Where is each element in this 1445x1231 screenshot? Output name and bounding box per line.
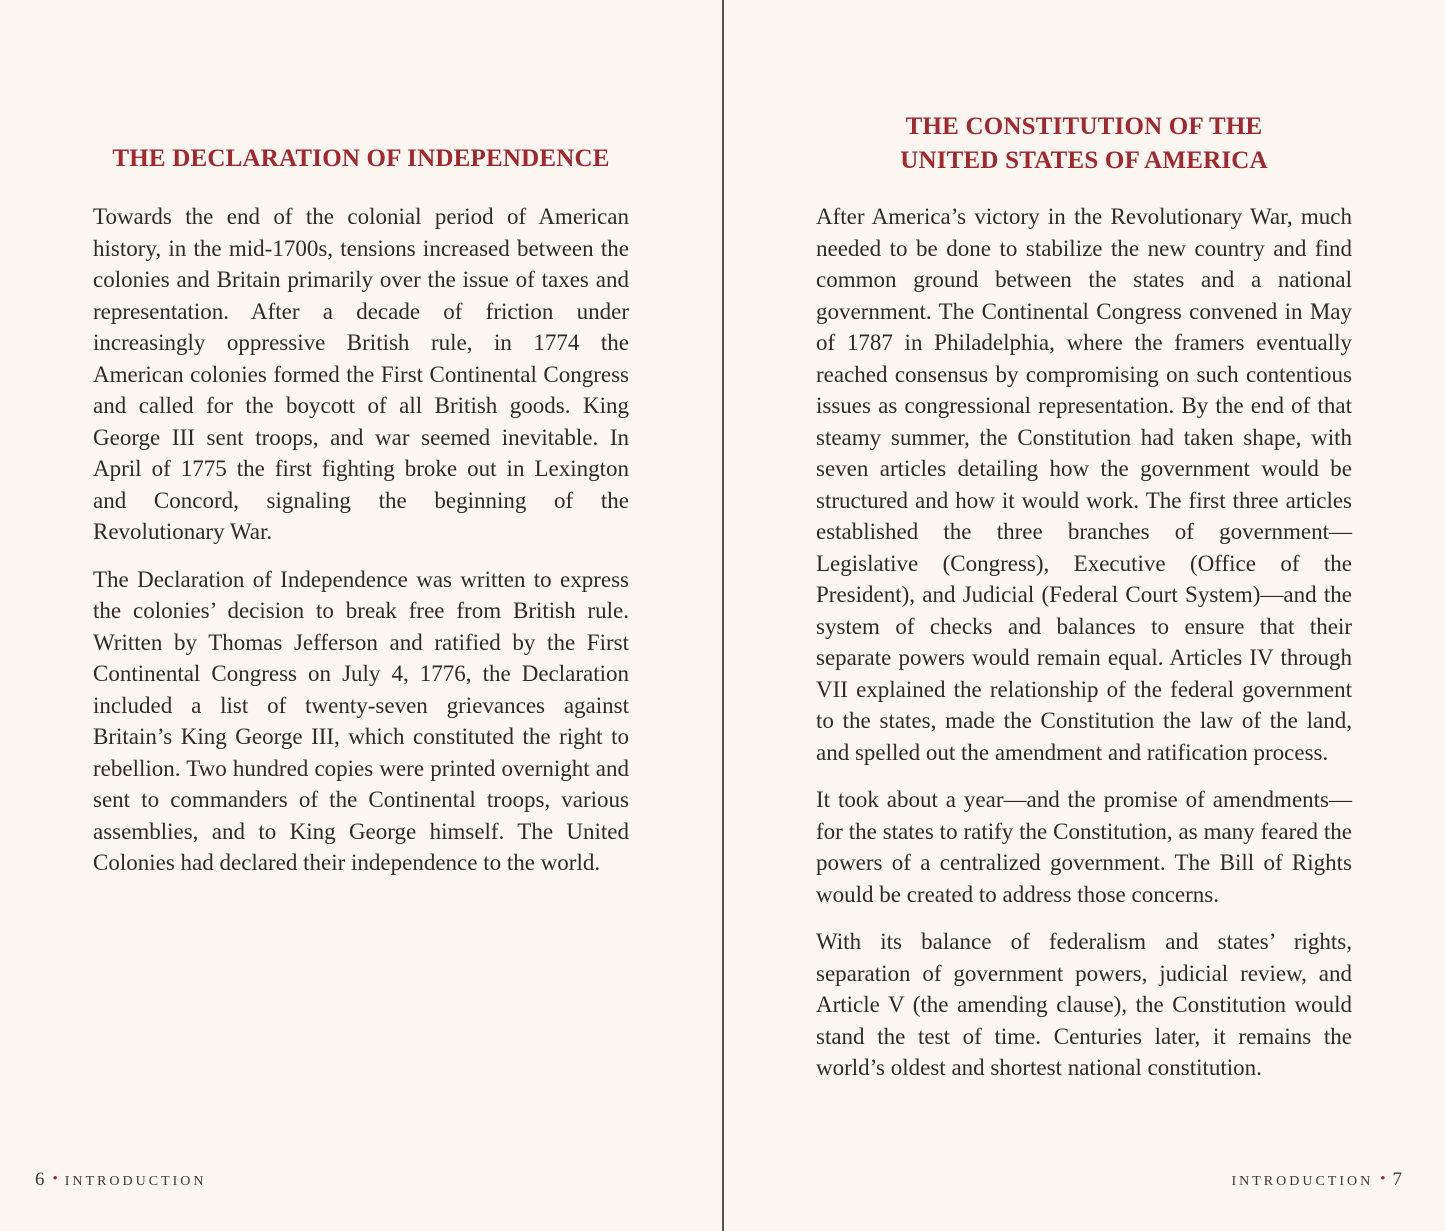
title-line: UNITED STATES OF AMERICA [900, 147, 1268, 174]
left-page-footer [35, 1168, 207, 1191]
page-number: 7 [1392, 1169, 1403, 1190]
left-page [0, 0, 722, 1231]
right-page-footer [1231, 1168, 1403, 1191]
paragraph: With its balance of federalism and states’ rights, separation of government powers, judicial review, and Article V (the amending clause), the Constitution would stand the test of time. Centuries later, it remains the world’s oldest and shortest national constitution. [816, 929, 1352, 1080]
left-page-body [93, 201, 629, 895]
page-number: 6 [35, 1169, 46, 1190]
title-line: THE CONSTITUTION OF THE [905, 113, 1263, 140]
paragraph: The Declaration of Independence was written to express the colonies’ decision to break free from British rule. Written by Thomas Jefferson and ratified by the First Continental Congress on July 4, 1776, the Declaration included a list of twenty-seven grievances against Britain’s King George III, which constituted the right to rebellion. Two hundred copies were printed overnight and sent to commanders of the Continental troops, various assemblies, and to King George himself. The United Colonies had declared their independence to the world. [93, 566, 629, 875]
dot-separator: • [52, 1171, 58, 1187]
right-page [723, 0, 1445, 1231]
paragraph: Towards the end of the colonial period of American history, in the mid-1700s, tensions increased between the colonies and Britain primarily over the issue of taxes and representation. After a decade of friction under increasingly oppressive British rule, in 1774 the American colonies formed the First Continental Congress and called for the boycott of all British goods. King George III sent troops, and war seemed inevitable. In April of 1775 the first fighting broke out in Lexington and Concord, signaling the beginning of the Revolutionary War. [93, 204, 629, 544]
section-label: introduction [64, 1168, 207, 1190]
section-label: introduction [1231, 1168, 1374, 1190]
right-page-body [816, 201, 1352, 1100]
right-page-title [816, 110, 1352, 178]
paragraph: After America’s victory in the Revolutionary War, much needed to be done to stabilize the new country and find common ground between the states and a national government. The Continental Congress convened in May of 1787 in Philadelphia, where the framers eventually reached consensus by compromising on such contentious issues as congressional representation. By the end of that steamy summer, the Constitution had taken shape, with seven articles detailing how the government would be structured and how it would work. The first three articles established the three branches of government—Legislative (Congress), Executive (Office of the President), and Judicial (Federal Court System)—and the system of checks and balances to ensure that their separate powers would remain equal. Articles IV through VII explained the relationship of the federal government to the states, made the Constitution the law of the land, and spelled out the amendment and ratification process. [816, 204, 1352, 765]
paragraph: It took about a year—and the promise of amendments—for the states to ratify the Constitution, as many feared the powers of a centralized government. The Bill of Rights would be created to address those concerns. [816, 787, 1352, 907]
dot-separator: • [1380, 1171, 1386, 1187]
left-page-title: THE DECLARATION OF INDEPENDENCE [112, 145, 610, 172]
